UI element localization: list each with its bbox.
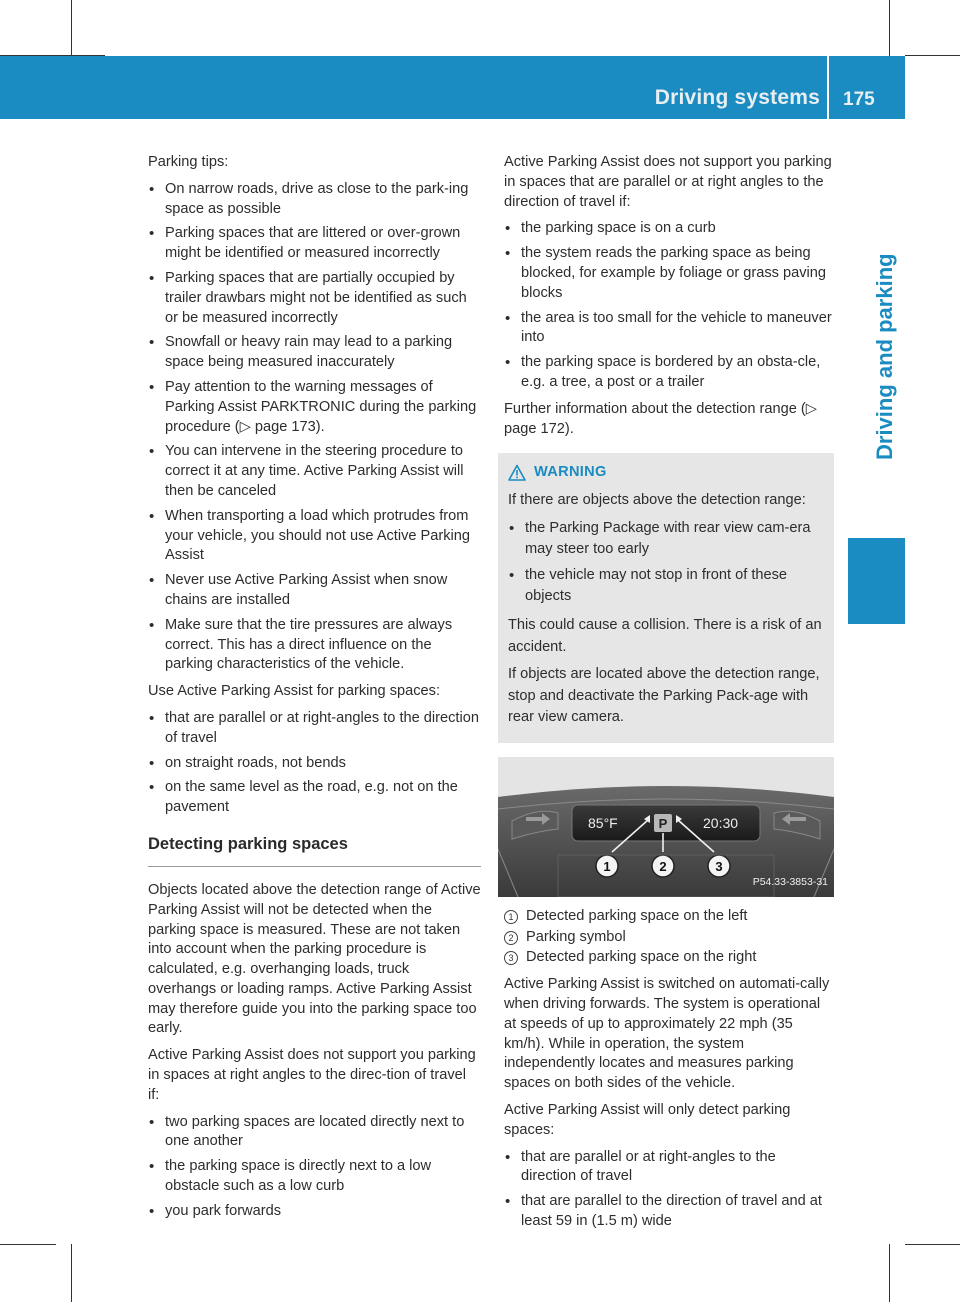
list-item: • Make sure that the tire pressures are always correct. This has a direct influence on the parking characteristics of the vehicle. — [148, 616, 481, 675]
use-list — [148, 709, 481, 818]
list-item: • the vehicle may not stop in front of these objects — [508, 565, 824, 608]
intro-paragraph: Active Parking Assist does not support you parking in spaces that are parallel or at right angles to the direction of travel if: — [504, 154, 832, 210]
legend-number: 1 — [504, 910, 518, 924]
warning-triangle-icon — [508, 464, 526, 482]
crop-mark — [71, 1244, 72, 1302]
crop-mark — [889, 0, 890, 56]
legend-text: Detected parking space on the left — [526, 907, 748, 924]
figure-code: P54.33-3853-31 — [752, 876, 828, 889]
time-readout: 20:30 — [703, 814, 739, 831]
header-title: Driving systems — [654, 86, 820, 109]
list-item: • On narrow roads, drive as close to the park-ing space as possible — [148, 180, 481, 220]
warning-list — [508, 518, 824, 608]
list-item: • the Parking Package with rear view cam-era may steer too early — [508, 518, 824, 561]
list-item: • the area is too small for the vehicle to maneuver into — [504, 309, 834, 349]
list-item: • that are parallel or at right-angles to the direction of travel — [148, 709, 481, 749]
warning-title: WARNING — [534, 464, 607, 481]
legend-item — [504, 928, 834, 948]
list-item: • Snowfall or heavy rain may lead to a parking space being measured inaccurately — [148, 333, 481, 373]
crop-mark — [905, 1244, 960, 1245]
list-item: • Parking spaces that are littered or over-grown might be identified or measured incorrectly — [148, 224, 481, 264]
list-item: • that are parallel to the direction of travel and at least 59 in (1.5 m) wide — [504, 1192, 834, 1232]
list-item: • that are parallel or at right-angles to the direction of travel — [504, 1148, 834, 1188]
header-separator — [827, 56, 829, 119]
list-item: • When transporting a load which protrudes from your vehicle, you should not use Active Parking Assist — [148, 507, 481, 566]
list-item: • the system reads the parking space as being blocked, for example by foliage or grass paving blocks — [504, 244, 834, 303]
side-tab-marker — [848, 538, 905, 624]
detect-paragraph: Objects located above the detection range of Active Parking Assist will not be detected when the parking space is measured. These are not taken into account when the parking procedure is calculated, e.g. overhanging loads, truck overhangs or loading ramps. Active Parking Assist may therefore guide you into the parking space too early. — [148, 881, 481, 1037]
section-heading: Detecting parking spaces — [148, 834, 481, 867]
operation-paragraph: Active Parking Assist is switched on automati-cally when driving forwards. The system is operational at speeds of up to approximately 22 mph (35 km/h). While in operation, the system independently locates and measures parking spaces on both sides of the vehicle. — [504, 976, 830, 1092]
crop-mark — [0, 1244, 56, 1245]
right-column — [504, 153, 834, 1239]
list-item: • the parking space is directly next to a low obstacle such as a low curb — [148, 1157, 481, 1197]
tips-list — [148, 180, 481, 675]
tips-intro: Parking tips: — [148, 154, 229, 170]
warning-box — [498, 453, 834, 743]
crop-mark — [905, 55, 960, 56]
reference-paragraph: Further information about the detection range (▷ page 172). — [504, 400, 818, 437]
list-item: • You can intervene in the steering procedure to correct it at any time. Active Parking Assist will then be canceled — [148, 442, 481, 501]
list-item: • Parking spaces that are partially occupied by trailer drawbars might not be identified as such or be measured incorrectly — [148, 269, 481, 328]
legend-number: 2 — [504, 931, 518, 945]
legend-number: 3 — [504, 951, 518, 965]
parking-symbol-icon: P — [658, 815, 668, 831]
callout-3: 3 — [715, 858, 723, 874]
left-column — [148, 153, 481, 1229]
list-item: • Never use Active Parking Assist when snow chains are installed — [148, 571, 481, 611]
list-item: • Pay attention to the warning messages of Parking Assist PARKTRONIC during the parking procedure (▷ page 173). — [148, 378, 481, 437]
detect-intro: Active Parking Assist will only detect parking spaces: — [504, 1102, 791, 1138]
list-item: • on straight roads, not bends — [148, 754, 481, 774]
crop-mark — [71, 0, 72, 56]
temperature-readout: 85°F — [588, 814, 618, 831]
callout-1: 1 — [603, 858, 611, 874]
legend-item — [504, 948, 834, 968]
legend-item — [504, 907, 834, 927]
detect-list — [148, 1113, 481, 1222]
legend-text: Parking symbol — [526, 928, 626, 945]
list-item: • the parking space is on a curb — [504, 219, 834, 239]
detect-paragraph: Active Parking Assist does not support you parking in spaces at right angles to the direc-tion of travel if: — [148, 1047, 476, 1103]
use-intro: Use Active Parking Assist for parking spaces: — [148, 683, 441, 700]
warning-header — [508, 462, 824, 484]
list-item: • on the same level as the road, e.g. not on the pavement — [148, 778, 481, 818]
page-number: 175 — [843, 89, 875, 110]
warning-paragraph: This could cause a collision. There is a risk of an accident. — [508, 616, 822, 655]
warning-intro: If there are objects above the detection range: — [508, 491, 806, 508]
instrument-cluster-figure — [498, 757, 834, 897]
warning-paragraph: If objects are located above the detection range, stop and deactivate the Parking Pack-age with rear view camera. — [508, 666, 820, 726]
legend-text: Detected parking space on the right — [526, 949, 757, 966]
crop-mark — [889, 1244, 890, 1302]
detect-conditions-list — [504, 1148, 834, 1232]
side-tab-label: Driving and parking — [872, 253, 897, 460]
callout-2: 2 — [659, 858, 667, 874]
list-item: • you park forwards — [148, 1202, 481, 1222]
list-item: • the parking space is bordered by an obsta-cle, e.g. a tree, a post or a trailer — [504, 353, 834, 393]
list-item: • two parking spaces are located directly next to one another — [148, 1113, 481, 1153]
conditions-list — [504, 219, 834, 392]
